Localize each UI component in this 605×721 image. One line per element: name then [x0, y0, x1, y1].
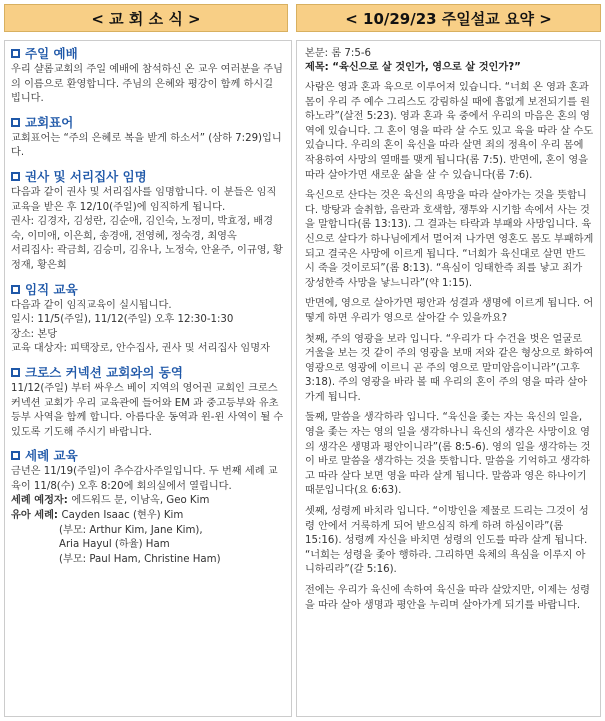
- training-target: 교육 대상자: 피택장로, 안수집사, 권사 및 서리집사 임명자: [11, 343, 270, 355]
- sermon-paragraph: 둘째, 말씀을 생각하라 입니다. “육신을 좇는 자는 육신의 일을, 영을 좇는 자는 영의 일을 생각하나니 육신의 생각은 사망이요 영의 생각은 생명과 평안이니라”(롬 8:5-6). 영의 일을 생각하는 것이 바로 말씀을 생각하는 것을 뜻합니다. 말씀을 기억하고 생각하고 따라 살다 보면 영을 따라 살게 됩니다. 말씀과 영은 하나이기 때문입니다(요 6:63).: [305, 412, 591, 497]
- sermon-paragraph: 사람은 영과 혼과 육으로 이루어져 있습니다. “너희 온 영과 혼과 몸이 우리 주 예수 그리스도 강림하실 때에 흠없게 보전되기를 원하노라”(살전 5:23). 영과 혼과 육 중에서 우리의 마음은 혼의 영역에 있습니다. 그 혼이 영을 따라 살 수도 있고 육을 따라 살 수도 있습니다. 우리의 혼이 육신을 따라 살면 죄의 정욕이 우리 몸에 작용하여 사망의 열매를 맺게 됩니다(롬 7:5). 반면에, 혼이 영을 따라 살아가면 새로운 삶을 살 수 있습니다(롬 7:6).: [305, 82, 594, 181]
- section-body: 금년은 11/19(주일)이 추수감사주일입니다. 두 번째 세례 교육이 11/8(수) 오후 8:20에 회의실에서 열립니다.: [11, 466, 278, 492]
- sermon-paragraph: 셋째, 성령께 바치라 입니다. “이방인을 제물로 드리는 그것이 성령 안에서 거룩하게 되어 받으심직 하게 하려 하심이라”(롬 15:16). 성령께 자신을 바치면 성령의 인도를 따라 살게 됩니다. “너희는 성령을 좇아 행하라. 그리하면 육체의 욕심을 이루지 아니하리라”(갈 5:16).: [305, 506, 589, 576]
- candidate-label: 세례 예정자:: [11, 495, 72, 507]
- section-body: 우리 샬롬교회의 주일 예배에 참석하신 온 교우 여러분을 주님의 이름으로 환영합니다. 주님의 은혜와 평강이 함께 하시길 빕니다.: [11, 64, 283, 105]
- sermon-paragraph: 반면에, 영으로 살아가면 평안과 성결과 생명에 이르게 됩니다. 어떻게 하면 우리가 영으로 살아갈 수 있을까요?: [305, 298, 594, 324]
- section-cross-connection: [11, 364, 285, 440]
- candidate-names: 에드워드 문, 이남옥, Geo Kim: [71, 495, 210, 507]
- section-title: 크로스 커넥션 교회와의 동역: [25, 364, 183, 380]
- section-appointment: [11, 168, 285, 274]
- sermon-title: 제목: “육신으로 살 것인가, 영으로 살 것인가?”: [305, 62, 521, 73]
- church-news-column: [4, 40, 292, 717]
- infant-name: Cayden Isaac (현우) Kim: [61, 510, 184, 522]
- infant-parents: (부모: Paul Ham, Christine Ham): [59, 553, 221, 565]
- section-title: 교회표어: [25, 114, 74, 130]
- square-bullet-icon: [11, 451, 20, 460]
- infant-parents: (부모: Arthur Kim, Jane Kim),: [59, 524, 203, 536]
- sermon-summary-column: [296, 40, 601, 717]
- sermon-scripture: 본문: 롬 7:5-6: [305, 48, 371, 59]
- deacon-list: 서리집사: 곽금희, 김승미, 김유나, 노정숙, 안윤주, 이규영, 황정재, 황은희: [11, 245, 283, 271]
- square-bullet-icon: [11, 172, 20, 181]
- kwonsa-list: 권사: 김경자, 김성란, 김순애, 김인숙, 노정미, 박효정, 배경숙, 이미애, 이은희, 송경애, 전영혜, 정숙경, 최영옥: [11, 216, 274, 242]
- section-body: 교회표어는 “주의 은혜로 복을 받게 하소서” (삼하 7:29)입니다.: [11, 132, 282, 159]
- infant-name: Aria Hayul (하율) Ham: [59, 539, 170, 551]
- square-bullet-icon: [11, 118, 20, 127]
- church-news-header: < 교 회 소 식 >: [4, 4, 288, 32]
- section-title: 세례 교육: [25, 448, 78, 464]
- section-title: 임직 교육: [25, 281, 78, 297]
- section-motto: [11, 114, 285, 161]
- square-bullet-icon: [11, 49, 20, 58]
- baptism-candidates: [11, 494, 285, 509]
- section-baptism: [11, 447, 285, 567]
- square-bullet-icon: [11, 368, 20, 377]
- section-body: 다음과 같이 임직교육이 실시됩니다.: [11, 299, 172, 311]
- sermon-summary-header: < 10/29/23 주일설교 요약 >: [296, 4, 601, 32]
- infant-label: 유아 세례:: [11, 510, 62, 522]
- sermon-paragraph: 첫째, 주의 영광을 보라 입니다. “우리가 다 수건을 벗은 얼굴로 거울을 보는 것 같이 주의 영광을 보매 저와 같은 형상으로 화하여 영광으로 영광에 이르니 곧 주의 영으로 말미암음이니라”(고후 3:18). 주의 영광을 바라 볼 때 우리의 혼이 주의 영을 따라 살아가게 됩니다.: [305, 333, 594, 403]
- square-bullet-icon: [11, 285, 20, 294]
- sermon-paragraph: 육신으로 산다는 것은 육신의 욕망을 따라 살아가는 것을 뜻합니다. 방탕과 술취함, 음란과 호색함, 쟁투와 시기함 속에서 사는 것을 말합니다(롬 13:13). 그 결과는 타락과 부패와 사망입니다. 육신으로 살다가 하나님에게서 멀어져 나가면 영혼도 몸도 부패하게 되고 결국은 사망에 이르게 됩니다. “너희가 육신대로 살면 반드시 죽을 것이로되”(롬 8:13). “욕심이 잉태한즉 죄를 낳고 죄가 장성한즉 사망을 낳느니라”(약 1:15).: [305, 190, 594, 289]
- infant-baptism: [11, 509, 285, 524]
- sermon-paragraph: 전에는 우리가 육신에 속하여 육신을 따라 살았지만, 이제는 성령을 따라 살아 생명과 평안을 누리며 살아가게 되기를 바랍니다.: [305, 585, 591, 611]
- section-training: [11, 281, 285, 357]
- section-title: 권사 및 서리집사 임명: [25, 168, 147, 184]
- section-worship: [11, 45, 285, 107]
- section-title: 주일 예배: [25, 46, 78, 61]
- training-place: 장소: 본당: [11, 328, 58, 340]
- training-date: 일시: 11/5(주일), 11/12(주일) 오후 12:30-1:30: [11, 314, 234, 326]
- section-body: 11/12(주일) 부터 싸우스 베이 지역의 영어권 교회인 크로스 커넥션 교회가 우리 교육관에 들어와 EM 과 중고등부와 유초등부 사역을 함께 합니다. 아름다운 동역과 윈-윈 사역이 될 수 있도록 기도해 주시기 바랍니다.: [11, 382, 284, 438]
- section-body: 다음과 같이 권사 및 서리집사를 임명합니다. 이 분들은 임직교육을 받은 후 12/10(주일)에 임직하게 됩니다.: [11, 186, 277, 213]
